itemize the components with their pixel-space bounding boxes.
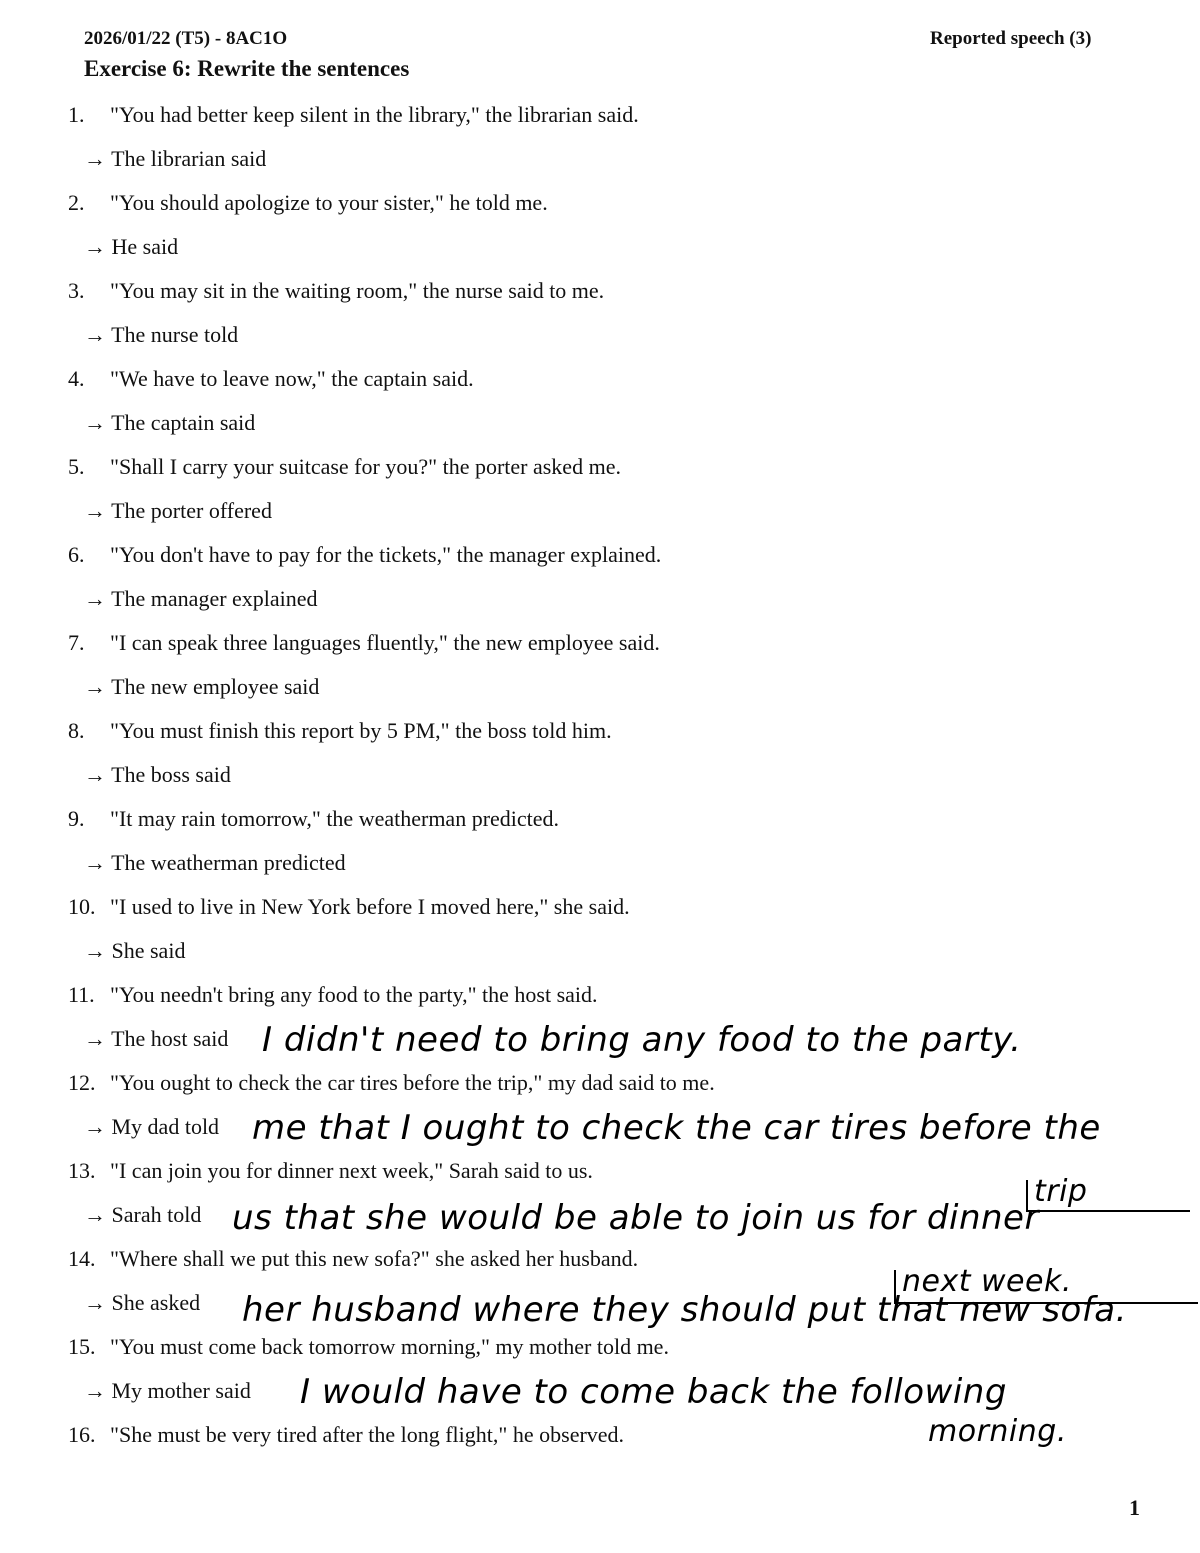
question-text: "You ought to check the car tires before the trip," my dad said to me. bbox=[110, 1070, 715, 1095]
question-8 bbox=[68, 718, 612, 744]
question-6 bbox=[68, 542, 661, 568]
handwritten-answer-15-continued: morning. bbox=[928, 1414, 1067, 1449]
question-11 bbox=[68, 982, 598, 1008]
question-number: 14. bbox=[68, 1246, 96, 1271]
answer-prompt-13: → Sarah told bbox=[84, 1202, 202, 1227]
answer-prompt-5: → The porter offered bbox=[84, 498, 272, 523]
question-number: 12. bbox=[68, 1070, 96, 1095]
question-number: 7. bbox=[68, 630, 85, 655]
answer-prompt-3: → The nurse told bbox=[84, 322, 239, 347]
answer-prompt-6: → The manager explained bbox=[84, 586, 318, 611]
question-number: 2. bbox=[68, 190, 85, 215]
answer-prompt-4: → The captain said bbox=[84, 410, 256, 435]
question-12 bbox=[68, 1070, 715, 1096]
page-number: 1 bbox=[1129, 1495, 1140, 1520]
question-2 bbox=[68, 190, 548, 216]
handwritten-answer-13: us that she would be able to join us for dinner bbox=[232, 1198, 1039, 1238]
question-1 bbox=[68, 102, 639, 128]
question-number: 11. bbox=[68, 982, 95, 1007]
question-text: "You needn't bring any food to the party," the host said. bbox=[110, 982, 598, 1007]
answer-prompt-1: → The librarian said bbox=[84, 146, 267, 171]
handwritten-answer-15: I would have to come back the following bbox=[300, 1372, 1007, 1412]
answer-prompt-9: → The weatherman predicted bbox=[84, 850, 346, 875]
question-7 bbox=[68, 630, 660, 656]
question-text: "You don't have to pay for the tickets," the manager explained. bbox=[110, 542, 662, 567]
question-text: "We have to leave now," the captain said. bbox=[110, 366, 474, 391]
question-number: 4. bbox=[68, 366, 85, 391]
question-text: "Where shall we put this new sofa?" she asked her husband. bbox=[110, 1246, 639, 1271]
question-text: "Shall I carry your suitcase for you?" the porter asked me. bbox=[110, 454, 621, 479]
answer-prompt-11: → The host said bbox=[84, 1026, 229, 1051]
handwritten-answer-12: me that I ought to check the car tires before the bbox=[252, 1108, 1101, 1148]
question-3 bbox=[68, 278, 604, 304]
handwritten-answer-13-continued: next week. bbox=[902, 1264, 1072, 1299]
question-number: 5. bbox=[68, 454, 85, 479]
question-number: 3. bbox=[68, 278, 85, 303]
question-4 bbox=[68, 366, 474, 392]
question-16 bbox=[68, 1422, 624, 1448]
answer-prompt-14: → She asked bbox=[84, 1290, 201, 1315]
question-15 bbox=[68, 1334, 669, 1360]
answer-prompt-2: → He said bbox=[84, 234, 179, 259]
question-text: "I can speak three languages fluently," the new employee said. bbox=[110, 630, 660, 655]
question-text: "I can join you for dinner next week," Sarah said to us. bbox=[110, 1158, 593, 1183]
question-number: 10. bbox=[68, 894, 96, 919]
question-number: 8. bbox=[68, 718, 85, 743]
question-number: 16. bbox=[68, 1422, 96, 1447]
handwritten-answer-11: I didn't need to bring any food to the party. bbox=[262, 1020, 1022, 1060]
question-text: "You should apologize to your sister," he told me. bbox=[110, 190, 548, 215]
question-text: "You must finish this report by 5 PM," the boss told him. bbox=[110, 718, 612, 743]
handwritten-answer-14: her husband where they should put that new sofa. bbox=[242, 1290, 1127, 1330]
question-text: "You may sit in the waiting room," the nurse said to me. bbox=[110, 278, 605, 303]
answer-prompt-10: → She said bbox=[84, 938, 186, 963]
answer-prompt-7: → The new employee said bbox=[84, 674, 320, 699]
question-number: 1. bbox=[68, 102, 85, 127]
question-number: 6. bbox=[68, 542, 85, 567]
question-text: "I used to live in New York before I moved here," she said. bbox=[110, 894, 630, 919]
question-text: "You must come back tomorrow morning," my mother told me. bbox=[110, 1334, 669, 1359]
question-14 bbox=[68, 1246, 638, 1272]
question-number: 9. bbox=[68, 806, 85, 831]
question-13 bbox=[68, 1158, 593, 1184]
question-10 bbox=[68, 894, 630, 920]
question-text: "She must be very tired after the long flight," he observed. bbox=[110, 1422, 625, 1447]
exercise-title: Exercise 6: Rewrite the sentences bbox=[84, 56, 410, 81]
question-text: "You had better keep silent in the library," the librarian said. bbox=[110, 102, 639, 127]
header-date-class: 2026/01/22 (T5) - 8AC1O bbox=[84, 28, 288, 49]
question-number: 13. bbox=[68, 1158, 96, 1183]
question-number: 15. bbox=[68, 1334, 96, 1359]
question-9 bbox=[68, 806, 559, 832]
question-text: "It may rain tomorrow," the weatherman predicted. bbox=[110, 806, 560, 831]
header-topic: Reported speech (3) bbox=[930, 28, 1092, 49]
handwritten-bracket-horizontal bbox=[1026, 1210, 1190, 1212]
answer-prompt-8: → The boss said bbox=[84, 762, 231, 787]
question-5 bbox=[68, 454, 621, 480]
answer-prompt-15: → My mother said bbox=[84, 1378, 251, 1403]
handwritten-answer-12-continued: trip bbox=[1034, 1174, 1088, 1209]
answer-prompt-12: → My dad told bbox=[84, 1114, 220, 1139]
